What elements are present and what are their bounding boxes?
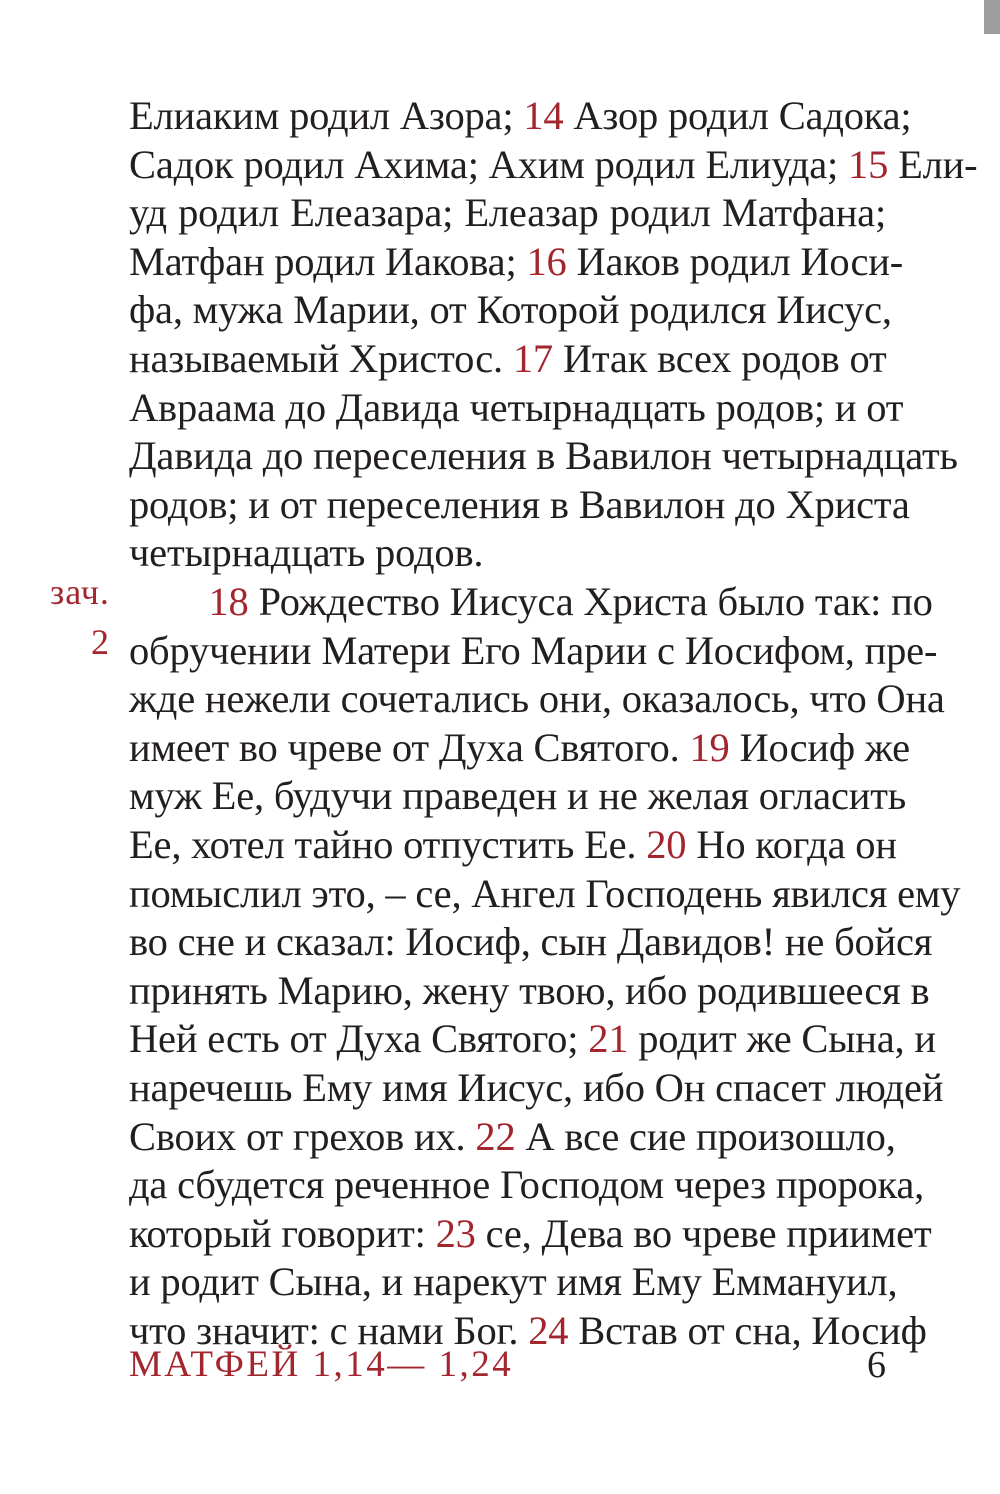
verse-text: Азор родил Садока; [563, 93, 912, 138]
verse-text: четырнадцать родов. [129, 530, 484, 576]
verse-text: Садок родил Ахима; Ахим родил Елиуда; [129, 141, 849, 187]
text-line [129, 577, 933, 627]
text-line [129, 237, 904, 287]
text-line [129, 188, 886, 238]
text-line [129, 1063, 944, 1113]
verse-text: А все сие произошло, [515, 1113, 896, 1159]
verse-number: 17 [512, 336, 553, 381]
zachalo-label: зач. [50, 572, 110, 612]
text-line [129, 383, 904, 433]
verse-text: Иаков родил Иоси- [566, 238, 904, 284]
verse-number: 22 [475, 1113, 516, 1159]
verse-text: фа, мужа Марии, от Которой родился Иисус, [129, 287, 892, 333]
text-line [129, 771, 906, 821]
text-line [129, 626, 938, 676]
text-line [129, 820, 897, 870]
verse-text: Своих от грехов их. [129, 1113, 476, 1159]
page-number: 6 [867, 1344, 886, 1386]
verse-text: родов; и от переселения в Вавилон до Христа [129, 481, 910, 527]
verse-text: наречешь Ему имя Иисус, ибо Он спасет людей [129, 1065, 944, 1110]
verse-text: жде нежели сочетались они, оказалось, что Она [129, 676, 945, 722]
text-line [129, 869, 961, 919]
verse-text: что значит: с нами Бог. [129, 1308, 529, 1353]
verse-number: 15 [848, 141, 889, 187]
verse-text: обручении Матери Его Марии с Иосифом, пре- [129, 627, 938, 673]
zachalo-number: 2 [91, 622, 110, 662]
verse-text: Авраама до Давида четырнадцать родов; и от [129, 384, 904, 430]
text-line [129, 966, 930, 1016]
text-line [129, 1160, 925, 1210]
text-line [129, 1209, 932, 1259]
text-line [129, 917, 933, 967]
verse-number: 23 [435, 1210, 476, 1256]
verse-text: Ели- [888, 141, 978, 187]
verse-text: муж Ее, будучи праведен и не желая огласить [129, 773, 906, 819]
chapter-reference: МАТФЕЙ 1,14— 1,24 [129, 1344, 514, 1385]
text-line [129, 723, 910, 773]
verse-number: 20 [646, 822, 687, 867]
verse-text: Рождество Иисуса Христа было так: по [248, 579, 933, 624]
verse-text: Встав от сна, Иосиф [568, 1308, 927, 1353]
verse-text: Давида до переселения в Вавилон четырнадцать [129, 433, 958, 479]
verse-text: Но когда он [686, 822, 897, 867]
text-line [129, 1014, 936, 1064]
verse-text: который говорит: [129, 1210, 436, 1256]
verse-text: се, Дева во чреве приимет [475, 1210, 932, 1256]
text-line [129, 674, 945, 724]
verse-text: имеет во чреве от Духа Святого. [129, 724, 690, 770]
verse-text: Ее, хотел тайно отпустить Ее. [129, 822, 647, 867]
verse-number: 19 [689, 724, 730, 770]
verse-text: и родит Сына, и нарекут имя Ему Еммануил, [129, 1259, 898, 1305]
verse-text: Итак всех родов от [552, 336, 887, 381]
verse-text: называемый Христос. [129, 336, 513, 381]
verse-number: 14 [523, 93, 564, 138]
text-line [129, 334, 886, 384]
verse-text: уд родил Елеазара; Елеазар родил Матфана; [129, 190, 886, 236]
text-line [129, 140, 978, 190]
text-line [129, 431, 958, 481]
text-line [129, 528, 886, 578]
verse-text: принять Марию, жену твою, ибо родившееся в [129, 967, 930, 1013]
page-edge-mark [984, 0, 1000, 34]
verse-number: 24 [528, 1308, 569, 1353]
verse-text: Ней есть от Духа Святого; [129, 1016, 589, 1062]
verse-text: родит же Сына, и [628, 1016, 936, 1062]
text-line [129, 480, 910, 530]
verse-text: во сне и сказал: Иосиф, сын Давидов! не бойся [129, 919, 933, 965]
verse-number: 21 [588, 1016, 629, 1062]
verse-number: 16 [526, 238, 567, 284]
text-line [129, 1112, 896, 1162]
verse-text: Елиаким родил Азора; [129, 93, 524, 138]
text-line [129, 1257, 898, 1307]
text-line [129, 285, 892, 335]
verse-text: помыслил это, – се, Ангел Господень явился ему [129, 870, 961, 916]
verse-text: Иосиф же [729, 724, 910, 770]
verse-number: 18 [208, 579, 249, 624]
verse-text: да сбудется реченное Господом через пророка, [129, 1162, 925, 1208]
verse-text [129, 579, 208, 624]
text-line [129, 91, 912, 141]
verse-text: Матфан родил Иакова; [129, 238, 527, 284]
